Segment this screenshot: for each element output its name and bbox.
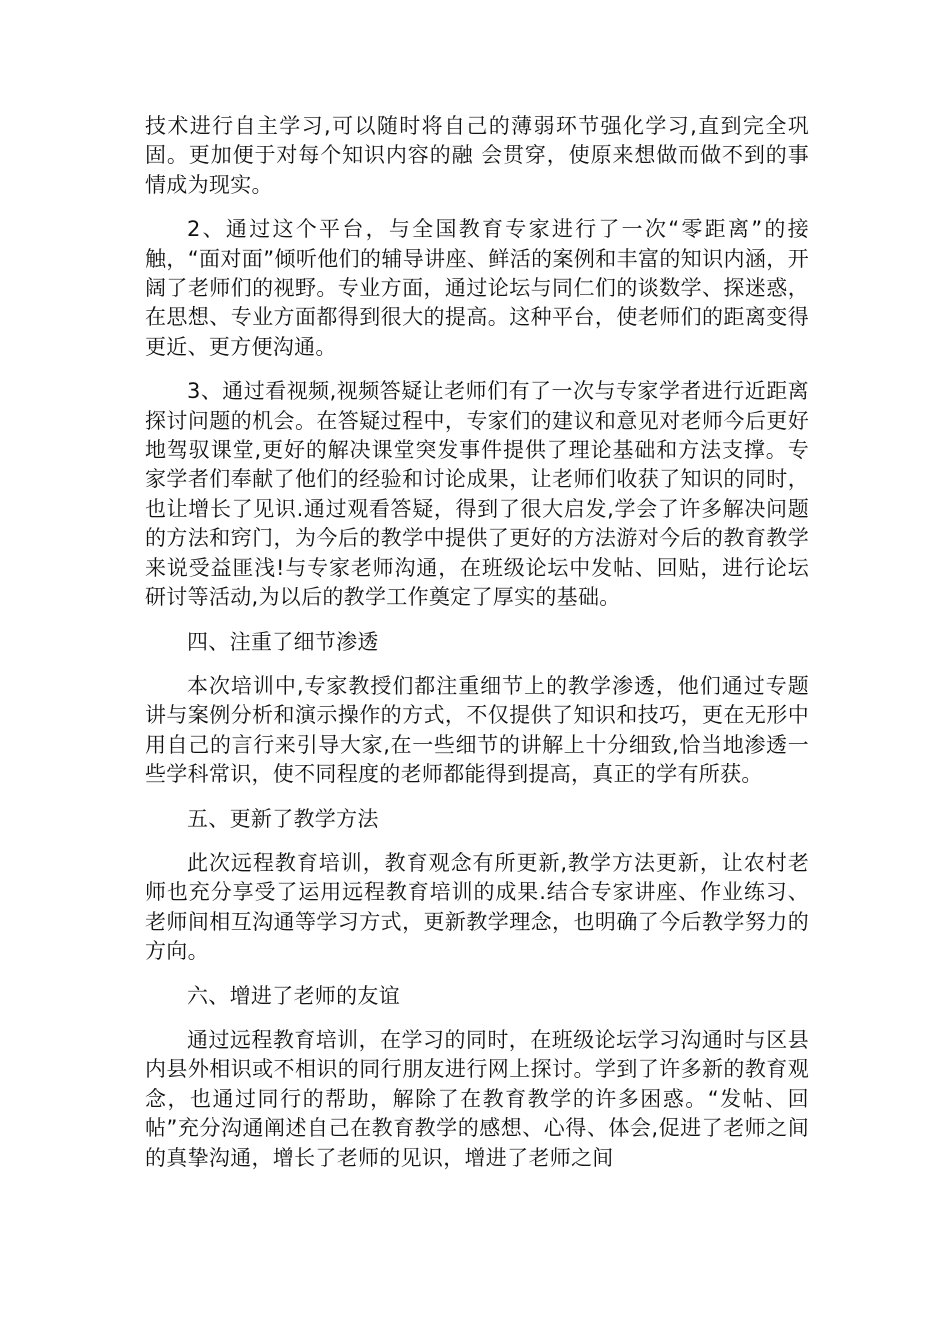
section-heading-4: 四、注重了细节渗透 [187,629,379,654]
document-page [145,112,809,1188]
paragraph-section-5: 此次远程教育培训，教育观念有所更新,教学方法更新，让农村老师也充分享受了运用远程教育培训的成果.结合专家讲座、作业练习、老师间相互沟通等学习方式，更新教学理念，也明确了今后教学努力的方向。 [145,850,809,964]
section-heading-5: 五、更新了教学方法 [187,806,379,831]
paragraph-section-6: 通过远程教育培训，在学习的同时，在班级论坛学习沟通时与区县内县外相识或不相识的同行朋友进行网上探讨。学到了许多新的教育观念，也通过同行的帮助，解除了在教育教学的许多困惑。“发帖、回帖”充分沟通阐述自己在教育教学的感想、心得、体会,促进了老师之间的真挚沟通，增长了老师的见识，增进了老师之间 [145,1027,809,1170]
section-heading-6: 六、增进了老师的友谊 [187,983,400,1008]
paragraph-section-4: 本次培训中,专家教授们都注重细节上的教学渗透，他们通过专题讲与案例分析和演示操作的方式，不仅提供了知识和技巧，更在无形中用自己的言行来引导大家,在一些细节的讲解上十分细致,恰当地渗透一些学科常识，使不同程度的老师都能得到提高，真正的学有所获。 [145,673,809,787]
paragraph-continuation: 技术进行自主学习,可以随时将自己的薄弱环节强化学习,直到完全巩固。更加便于对每个知识内容的融 会贯穿，使原来想做而做不到的事情成为现实。 [145,114,809,197]
paragraph-item-2: 2、通过这个平台，与全国教育专家进行了一次“零距离”的接触，“面对面”倾听他们的辅导讲座、鲜活的案例和丰富的知识内涵，开阔了老师们的视野。专业方面，通过论坛与同仁们的谈数学、探迷惑，在思想、专业方面都得到很大的提高。这种平台，使老师们的距离变得更近、更方便沟通。 [145,217,809,359]
paragraph-item-3: 3、通过看视频,视频答疑让老师们有了一次与专家学者进行近距离探讨问题的机会。在答疑过程中，专家们的建议和意见对老师今后更好地驾驭课堂,更好的解决课堂突发事件提供了理论基础和方法支撑。专家学者们奉献了他们的经验和讨论成果，让老师们收获了知识的同时，也让增长了见识.通过观看答疑，得到了很大启发,学会了许多解决问题的方法和窍门，为今后的教学中提供了更好的方法游对今后的教育教学来说受益匪浅!与专家老师沟通，在班级论坛中发帖、回贴，进行论坛研讨等活动,为以后的教学工作奠定了厚实的基础。 [145,379,809,610]
